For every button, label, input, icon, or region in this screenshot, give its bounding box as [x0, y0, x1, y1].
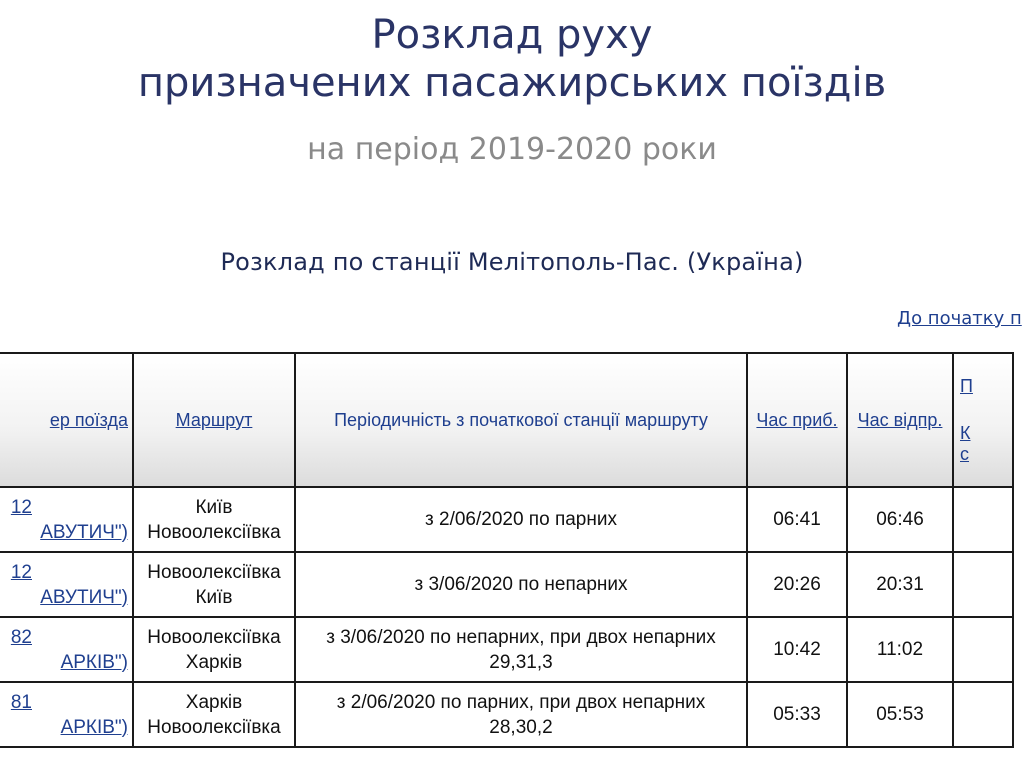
timetable [0, 352, 1014, 748]
column-header-arrival[interactable] [747, 353, 847, 487]
page-title-line-1: Розклад руху [371, 12, 653, 58]
train-number-link[interactable]: 81 [10, 691, 32, 713]
cell-train [0, 682, 133, 747]
route-to: Новоолексіївка [147, 521, 281, 543]
cell-arrival: 05:33 [747, 682, 847, 747]
column-header-periodicity [295, 353, 747, 487]
page-title-line-2: призначених пасажирських поїздів [137, 60, 887, 106]
cell-route [133, 682, 295, 747]
train-name-link[interactable]: АРКІВ") [60, 651, 128, 673]
column-header-departure-link[interactable]: Час відпр. [857, 409, 943, 430]
cell-extra [953, 617, 1013, 682]
cell-extra [953, 682, 1013, 747]
cell-departure: 11:02 [847, 617, 953, 682]
route-to: Харків [185, 651, 243, 673]
cell-train [0, 487, 133, 552]
cell-departure: 05:53 [847, 682, 953, 747]
train-number-link[interactable]: 82 [10, 626, 32, 648]
column-header-extra-link-2[interactable]: К [960, 422, 971, 443]
column-header-route-link[interactable]: Маршрут [175, 409, 253, 430]
periodicity-dates: 29,31,3 [489, 651, 553, 673]
back-to-top-link[interactable]: До початку п [897, 308, 1022, 329]
cell-periodicity [295, 552, 747, 617]
route-from: Новоолексіївка [147, 561, 281, 583]
periodicity-text: з 2/06/2020 по парних, при двох непарних [336, 691, 706, 713]
table-header-row [0, 353, 1013, 487]
table-row [0, 617, 1013, 682]
column-header-extra-link-1[interactable]: П [960, 375, 973, 396]
column-header-extra[interactable] [953, 353, 1013, 487]
cell-train [0, 617, 133, 682]
cell-train [0, 552, 133, 617]
train-number-link[interactable]: 12 [10, 496, 32, 518]
column-header-departure[interactable] [847, 353, 953, 487]
route-from: Новоолексіївка [147, 626, 281, 648]
train-name-link[interactable]: АВУТИЧ") [40, 521, 128, 543]
station-heading: Розклад по станції Мелітополь-Пас. (Україна) [220, 248, 804, 276]
cell-route [133, 487, 295, 552]
cell-arrival: 06:41 [747, 487, 847, 552]
table-row [0, 682, 1013, 747]
cell-arrival: 10:42 [747, 617, 847, 682]
route-to: Київ [195, 586, 233, 608]
page-subtitle: на період 2019-2020 роки [307, 132, 717, 167]
column-header-train[interactable] [0, 353, 133, 487]
column-header-extra-link-3[interactable]: с [960, 443, 969, 464]
cell-departure: 06:46 [847, 487, 953, 552]
train-name-link[interactable]: АВУТИЧ") [40, 586, 128, 608]
cell-departure: 20:31 [847, 552, 953, 617]
periodicity-text: з 2/06/2020 по парних [425, 509, 617, 530]
route-to: Новоолексіївка [147, 716, 281, 738]
periodicity-text: з 3/06/2020 по непарних, при двох непарних [326, 626, 716, 648]
route-from: Київ [195, 496, 233, 518]
cell-periodicity [295, 487, 747, 552]
column-header-arrival-link[interactable]: Час приб. [756, 409, 838, 430]
cell-route [133, 552, 295, 617]
column-header-route[interactable] [133, 353, 295, 487]
table-row [0, 552, 1013, 617]
cell-route [133, 617, 295, 682]
train-number-link[interactable]: 12 [10, 561, 32, 583]
cell-extra [953, 552, 1013, 617]
train-name-link[interactable]: АРКІВ") [60, 716, 128, 738]
column-header-periodicity-label: Періодичність з початкової станції маршруту [334, 409, 708, 430]
periodicity-text: з 3/06/2020 по непарних [414, 574, 628, 595]
cell-periodicity [295, 617, 747, 682]
periodicity-dates: 28,30,2 [489, 716, 553, 738]
timetable-container [0, 352, 1024, 768]
route-from: Харків [185, 691, 243, 713]
table-row [0, 487, 1013, 552]
column-header-train-link[interactable]: ер поїзда [49, 409, 128, 430]
cell-arrival: 20:26 [747, 552, 847, 617]
cell-periodicity [295, 682, 747, 747]
cell-extra [953, 487, 1013, 552]
